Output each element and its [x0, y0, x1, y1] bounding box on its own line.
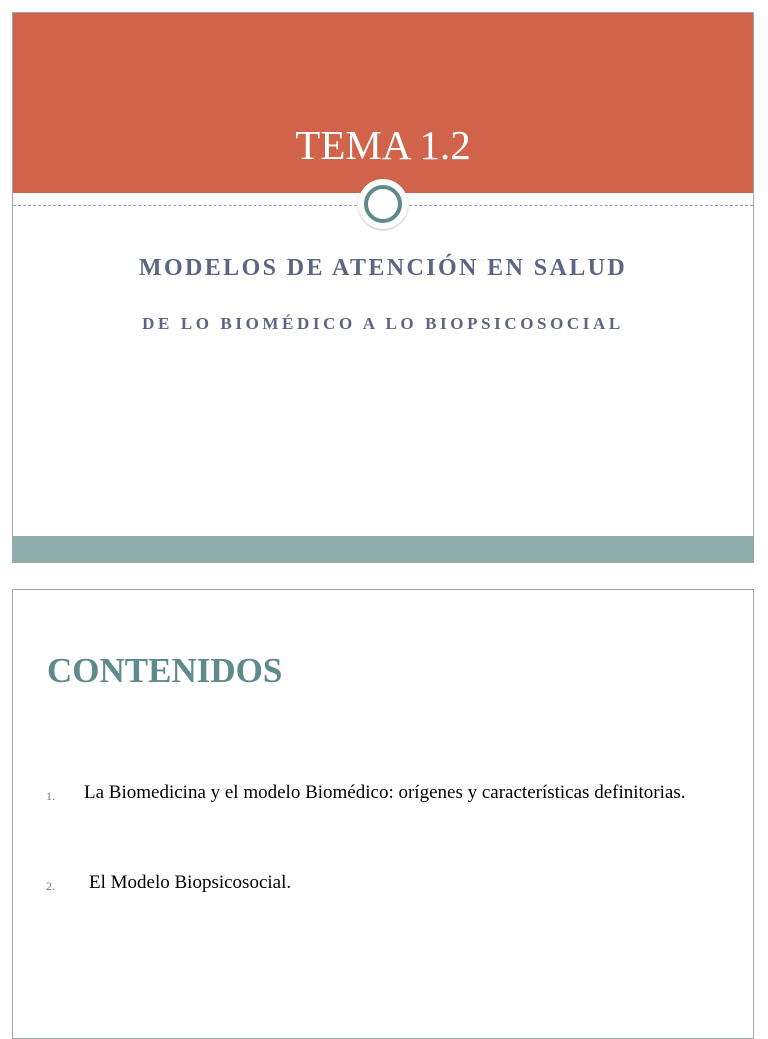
- title-slide: [12, 12, 754, 563]
- contents-slide: [12, 589, 754, 1039]
- list-item-number: 2.: [46, 879, 55, 893]
- slide-title: TEMA 1.2: [295, 122, 471, 168]
- contents-heading: CONTENIDOS: [47, 651, 283, 690]
- ring-ornament-icon: [358, 179, 408, 229]
- title-band: [13, 13, 753, 193]
- footer-band: [13, 536, 753, 562]
- slide-subtitle: MODELOS DE ATENCIÓN EN SALUD: [138, 255, 628, 281]
- list-item-text: El Modelo Biopsicosocial.: [89, 872, 292, 893]
- list-item-text: La Biomedicina y el modelo Biomédico: orígenes y características definitorias.: [84, 782, 686, 803]
- slide-subsubtitle: DE LO BIOMÉDICO A LO BIOPSICOSOCIAL: [142, 314, 624, 333]
- ring-inner: [364, 185, 402, 223]
- list-item-number: 1.: [46, 789, 55, 803]
